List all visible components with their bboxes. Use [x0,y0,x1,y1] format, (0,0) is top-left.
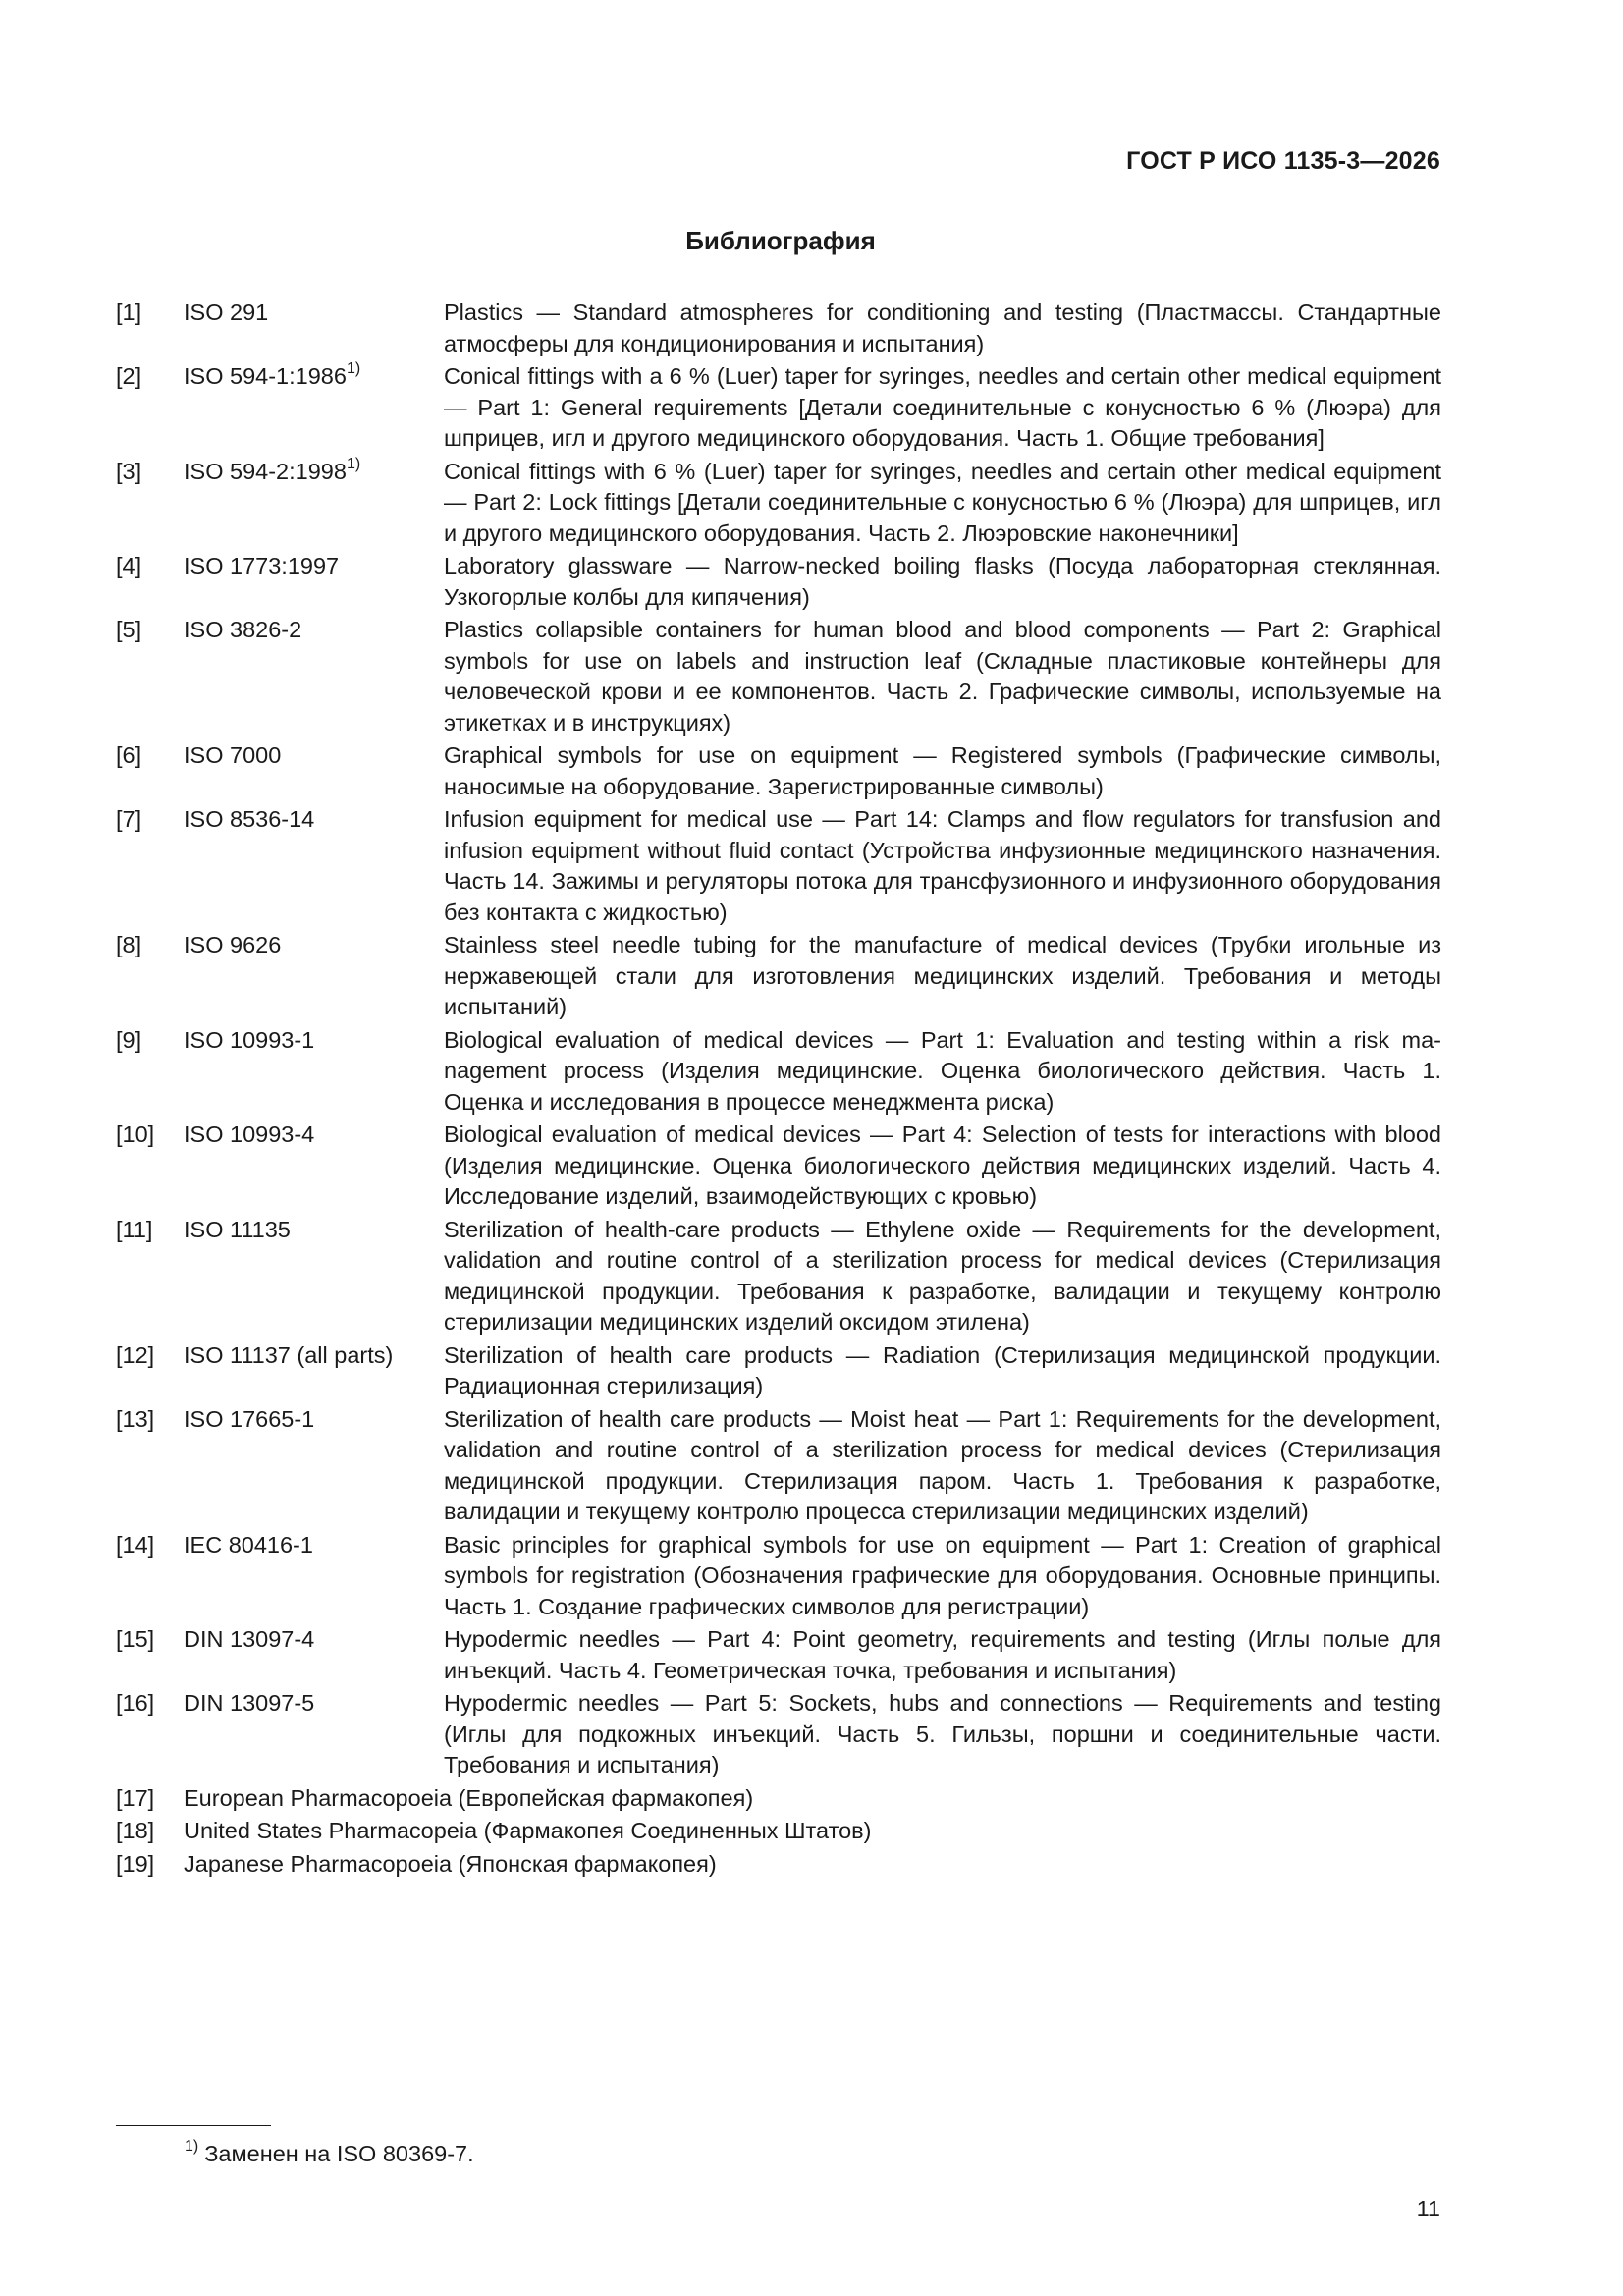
page-number: 11 [1416,2196,1440,2221]
entry-code: DIN 13097-4 [184,1626,315,1652]
bibliography-entry [116,1816,1441,1847]
entry-title: Sterilization of health-care products — Ethylene oxide — Requirements for the development, validation and routine control of a sterilization process for medical devices (Стерилизация медицинской продукции. Требования к разработке, валидации и текущему контролю стерилизации медицинских изделий оксидом этилена) [444,1216,1441,1335]
entry-number: [1] [116,300,142,325]
bibliography-entry [116,361,1441,455]
bibliography-entry [116,740,1441,802]
bibliography-entry [116,1215,1441,1339]
page-title: Библиография [685,226,876,255]
entry-code: DIN 13097-5 [184,1690,315,1716]
entry-code: ISO 594-2:1998$^{1)}$ [184,455,361,484]
bibliography-entry [116,298,1441,359]
entry-code: ISO 9626 [184,932,282,957]
bibliography-entry [116,1404,1441,1528]
footnote-separator [116,2125,271,2126]
entry-code: ISO 7000 [184,742,282,768]
bibliography-entry [116,1688,1441,1781]
entry-text: Japanese Pharmacopoeia (Японская фармакопея) [184,1850,717,1877]
entry-title: Graphical symbols for use on equipment — Registered symbols (Графические символы, наносимые на оборудование. Зарегистрированные символы) [444,742,1441,799]
entry-code: ISO 594-1:1986$^{1)}$ [184,360,361,389]
entry-title: Plastics — Standard atmospheres for conditioning and testing (Пластмассы. Стандартные атмосферы для кондиционирования и испытания) [444,300,1441,356]
entry-title: Infusion equipment for medical use — Part 14: Clamps and flow regulators for transfusion and infusion equipment without fluid contact (Устройства инфузионные медицинского назначения. Часть 14. Зажимы и регуляторы потока для трансфузионного и инфузионного оборудования без контакта с жидкостью) [444,806,1441,925]
bibliography-list [116,298,1441,1882]
entry-number: [14] [116,1531,155,1558]
entry-number: [16] [116,1690,155,1716]
entry-code: ISO 291 [184,300,269,325]
entry-title: Hypodermic needles — Part 5: Sockets, hubs and connections — Requirements and testing (Иглы для подкожных инъекций. Часть 5. Гильзы, поршни и соединительные части. Требования и испытания) [444,1690,1441,1777]
footnote [185,2133,474,2169]
entry-title: Stainless steel needle tubing for the manufacture of medical devices (Трубки игольные из нержавеющей стали для изготовления медицинских изделий. Требования и методы испытаний) [444,932,1441,1019]
entry-title: Biological evaluation of medical devices — Part 4: Selection of tests for interactions with blood (Изделия медицинские. Оценка биологического действия медицинских изделий. Часть 4. Исследование изделий, взаимодействующих с кровью) [444,1121,1441,1209]
entry-number: [17] [116,1784,155,1811]
entry-code: ISO 11135 [184,1216,291,1242]
entry-code: ISO 11137 (all parts) [184,1341,394,1368]
footnote-marker: 1) [185,2138,199,2155]
entry-title: Biological evaluation of medical devices — Part 1: Evaluation and testing within a risk management process (Изделия медицинские. Оценка биологического действия. Часть 1. Оценка и исследования в процессе менеджмента риска) [444,1026,1441,1115]
bibliography-entry [116,1340,1441,1402]
bibliography-entry [116,1120,1441,1213]
bibliography-entry [116,457,1441,550]
bibliography-entry [116,1530,1441,1623]
entry-number: [15] [116,1626,155,1652]
entry-number: [7] [116,806,142,832]
entry-title: Hypodermic needles — Part 4: Point geometry, requirements and testing (Иглы полые для инъекций. Часть 4. Геометрическая точка, требования и испытания) [444,1626,1441,1683]
entry-number: [13] [116,1405,155,1432]
entry-number: [4] [116,553,142,578]
footnote-marker: 1) [346,360,361,378]
entry-number: [6] [116,742,142,768]
bibliography-entry [116,1025,1441,1119]
entry-title: Conical fittings with 6 % (Luer) taper for syringes, needles and certain other medical equipment — Part 2: Lock fittings [Детали соединительные с конусностью 6 % (Люэра) для шприцев, игл и другого медицинского оборудования. Часть 2. Люэровские наконечники] [444,458,1441,546]
entry-number: [11] [116,1216,153,1242]
bibliography-entry [116,804,1441,928]
entry-number: [8] [116,932,142,957]
entry-code: ISO 17665-1 [184,1405,315,1432]
entry-number: [9] [116,1026,142,1053]
entry-text: United States Pharmacopeia (Фармакопея Соединенных Штатов) [184,1818,872,1843]
bibliography-entry [116,1624,1441,1686]
bibliography-entry [116,1783,1441,1815]
entry-title: Conical fittings with a 6 % (Luer) taper for syringes, needles and certain other medical equipment — Part 1: General requirements [Детали соединительные с конусностью 6 % (Люэра) для шприцев, игл и другого медицинского оборудования. Часть 1. Общие требования] [444,363,1441,451]
entry-number: [18] [116,1818,155,1843]
entry-title: Basic principles for graphical symbols for use on equipment — Part 1: Creation of graphical symbols for registration (Обозначения графические для оборудования. Основные принципы. Часть 1. Создание графических символов для регистрации) [444,1531,1441,1619]
entry-code: ISO 3826-2 [184,617,302,642]
bibliography-entry [116,615,1441,738]
footnote-text: Заменен на ISO 80369-7. [204,2140,474,2166]
entry-title: Sterilization of health care products — Radiation (Стерилизация медицинской продукции. Радиационная стерилизация) [444,1341,1441,1398]
entry-code: ISO 10993-4 [184,1121,315,1147]
entry-title: Plastics collapsible containers for human blood and blood components — Part 2: Graphical symbols for use on labels and instruction leaf (Складные пластиковые контейнеры для человеческой крови и ее компонентов. Часть 2. Графические символы, используемые на этикетках и в инструкциях) [444,617,1441,736]
entry-number: [10] [116,1121,155,1147]
document-code-header: ГОСТ Р ИСО 1135-3—2026 [1126,147,1440,175]
entry-number: [2] [116,363,142,389]
entry-title: Laboratory glassware — Narrow-necked boiling flasks (Посуда лабораторная стеклянная. Узкогорлые колбы для кипячения) [444,553,1441,610]
entry-code: IEC 80416-1 [184,1531,313,1558]
footnote-marker: 1) [346,455,361,472]
entry-number: [5] [116,617,142,642]
entry-number: [12] [116,1341,155,1368]
entry-code: ISO 10993-1 [184,1026,315,1053]
entry-text: European Pharmacopoeia (Европейская фармакопея) [184,1784,754,1811]
bibliography-entry [116,930,1441,1023]
entry-number: [19] [116,1850,155,1877]
entry-title: Sterilization of health care products — Moist heat — Part 1: Requirements for the development, validation and routine control of a sterilization process for medical devices (Стерилизация медицинской продукции. Стерилизация паром. Часть 1. Требования к разработке, валидации и текущему контролю процесса стерилизации медицинских изделий) [444,1405,1441,1524]
bibliography-entry [116,551,1441,613]
entry-number: [3] [116,458,142,484]
entry-code: ISO 1773:1997 [184,553,340,578]
bibliography-entry [116,1849,1441,1881]
entry-code: ISO 8536-14 [184,806,315,832]
